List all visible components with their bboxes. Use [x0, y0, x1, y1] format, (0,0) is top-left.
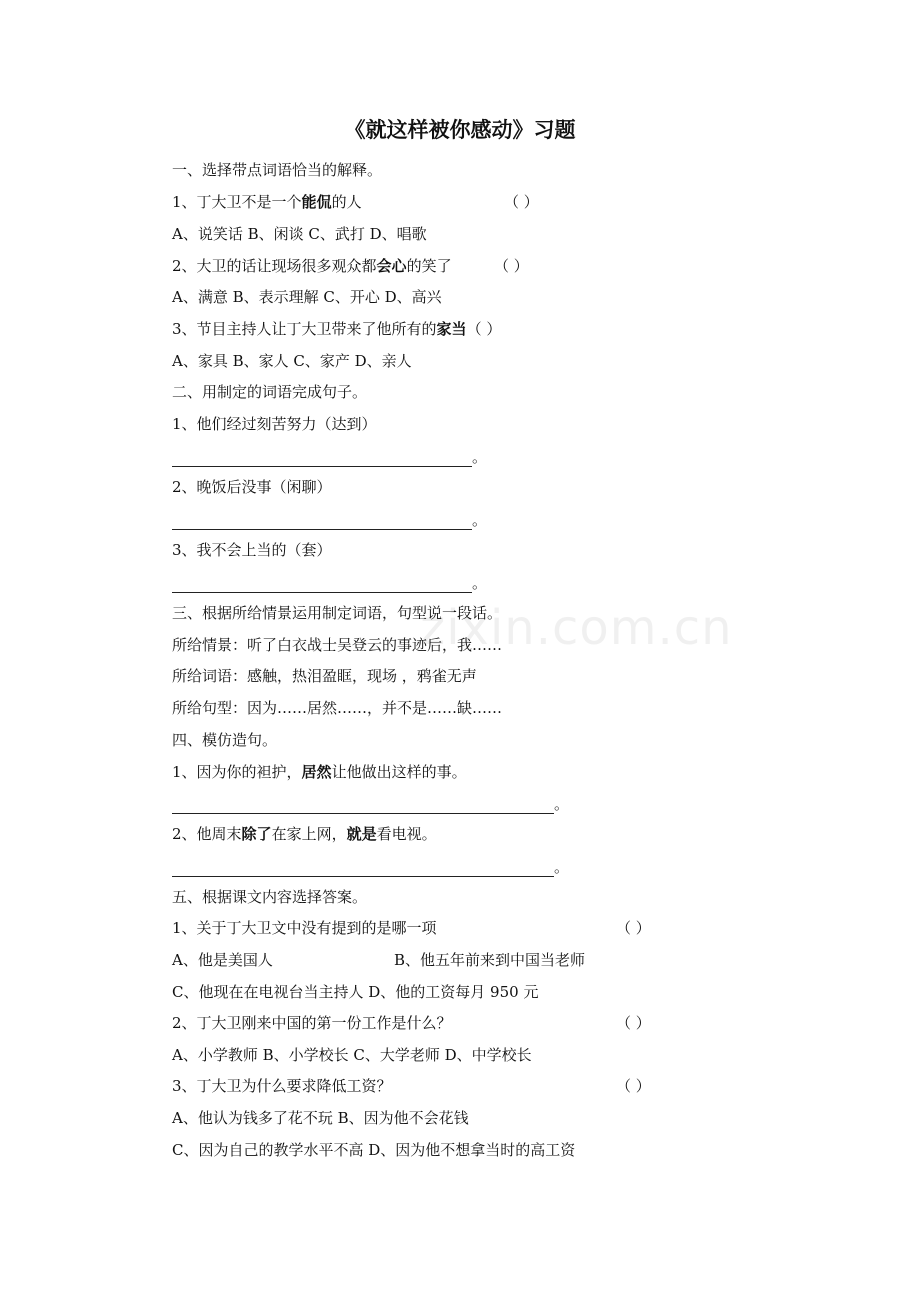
- s1-q2-text: 2、大卫的话让现场很多观众都: [172, 257, 377, 275]
- s2-question-2: 2、晚饭后没事（闲聊）: [172, 478, 332, 496]
- s3-scene: 所给情景：听了白衣战士吴登云的事迹后，我……: [172, 636, 503, 654]
- s1-question-3: [172, 319, 501, 339]
- s2-q3-answer-line[interactable]: [172, 573, 487, 593]
- s1-q2-text-end: 的笑了: [406, 257, 452, 275]
- watermark: zixin.com.cn: [420, 600, 733, 656]
- s5-q3-options-ab: A、他认为钱多了花不玩 B、因为他不会花钱: [172, 1109, 469, 1127]
- s1-question-2: [172, 256, 452, 276]
- s1-q3-keyword: 家当: [436, 320, 467, 338]
- s3-pattern: 所给句型：因为……居然……，并不是……缺……: [172, 699, 503, 717]
- s4-q1-text-end: 让他做出这样的事。: [331, 763, 467, 781]
- s1-q1-answer-blank[interactable]: （ ）: [504, 193, 539, 211]
- s4-q1-keyword: 居然: [301, 763, 332, 781]
- s2-q1-answer-line[interactable]: [172, 447, 487, 467]
- s1-q1-options: A、说笑话 B、闲谈 C、武打 D、唱歌: [172, 225, 427, 243]
- s2-question-1: 1、他们经过刻苦努力（达到）: [172, 415, 377, 433]
- s4-question-2: [172, 824, 437, 844]
- s5-q3-options-cd: C、因为自己的教学水平不高 D、因为他不想拿当时的高工资: [172, 1141, 576, 1159]
- s5-q2-answer-blank[interactable]: （ ）: [616, 1014, 651, 1032]
- s3-words: 所给词语：感触，热泪盈眶，现场 ，鸦雀无声: [172, 667, 477, 685]
- s4-q2-keyword-1: 除了: [241, 825, 272, 843]
- answer-underline[interactable]: [172, 513, 472, 530]
- s5-question-1: 1、关于丁大卫文中没有提到的是哪一项: [172, 919, 437, 937]
- answer-underline[interactable]: [172, 450, 472, 467]
- sentence-end-mark: 。: [472, 448, 488, 466]
- s1-q1-text: 1、丁大卫不是一个: [172, 193, 302, 211]
- s5-q3-answer-blank[interactable]: （ ）: [616, 1077, 651, 1095]
- answer-underline[interactable]: [172, 576, 472, 593]
- s2-question-3: 3、我不会上当的（套）: [172, 541, 332, 559]
- s1-q2-keyword: 会心: [376, 257, 407, 275]
- s4-q2-text: 2、他周末: [172, 825, 242, 843]
- answer-underline[interactable]: [172, 860, 554, 877]
- s1-q3-text: 3、节目主持人让丁大卫带来了他所有的: [172, 320, 437, 338]
- s1-q3-answer-blank[interactable]: （ ）: [466, 320, 502, 338]
- s1-q2-options: A、满意 B、表示理解 C、开心 D、高兴: [172, 288, 442, 306]
- s4-q2-text-end: 看电视。: [376, 825, 437, 843]
- s5-q1-option-a: A、他是美国人: [172, 951, 273, 969]
- answer-underline[interactable]: [172, 797, 554, 814]
- s4-q2-keyword-2: 就是: [346, 825, 377, 843]
- s5-question-2: 2、丁大卫刚来中国的第一份工作是什么？: [172, 1014, 452, 1032]
- page-title: 《就这样被你感动》习题: [344, 118, 576, 142]
- s1-q2-answer-blank[interactable]: （ ）: [494, 257, 529, 275]
- s1-q1-keyword: 能侃: [301, 193, 332, 211]
- s4-q1-text: 1、因为你的袒护，: [172, 763, 302, 781]
- s1-q3-options: A、家具 B、家人 C、家产 D、亲人: [172, 352, 412, 370]
- section-1-heading: 一、选择带点词语恰当的解释。: [172, 161, 383, 179]
- section-5-heading: 五、根据课文内容选择答案。: [172, 888, 368, 906]
- s4-q2-text-mid: 在家上网，: [271, 825, 347, 843]
- s4-q2-answer-line[interactable]: [172, 857, 569, 877]
- sentence-end-mark: 。: [554, 858, 570, 876]
- s2-q2-answer-line[interactable]: [172, 510, 487, 530]
- section-2-heading: 二、用制定的词语完成句子。: [172, 383, 368, 401]
- sentence-end-mark: 。: [472, 511, 488, 529]
- section-3-heading: 三、根据所给情景运用制定词语，句型说一段话。: [172, 604, 503, 622]
- s5-q1-option-b: B、他五年前来到中国当老师: [394, 951, 586, 969]
- s5-q1-options-cd: C、他现在在电视台当主持人 D、他的工资每月 950 元: [172, 983, 539, 1001]
- s4-q1-answer-line[interactable]: [172, 794, 569, 814]
- s5-question-3: 3、丁大卫为什么要求降低工资？: [172, 1077, 392, 1095]
- s4-question-1: [172, 762, 467, 782]
- sentence-end-mark: 。: [472, 574, 488, 592]
- s1-q1-text-end: 的人: [331, 193, 362, 211]
- s5-q2-options: A、小学教师 B、小学校长 C、大学老师 D、中学校长: [172, 1046, 532, 1064]
- sentence-end-mark: 。: [554, 795, 570, 813]
- s1-question-1: [172, 192, 362, 212]
- s5-q1-answer-blank[interactable]: （ ）: [616, 919, 651, 937]
- section-4-heading: 四、模仿造句。: [172, 731, 278, 749]
